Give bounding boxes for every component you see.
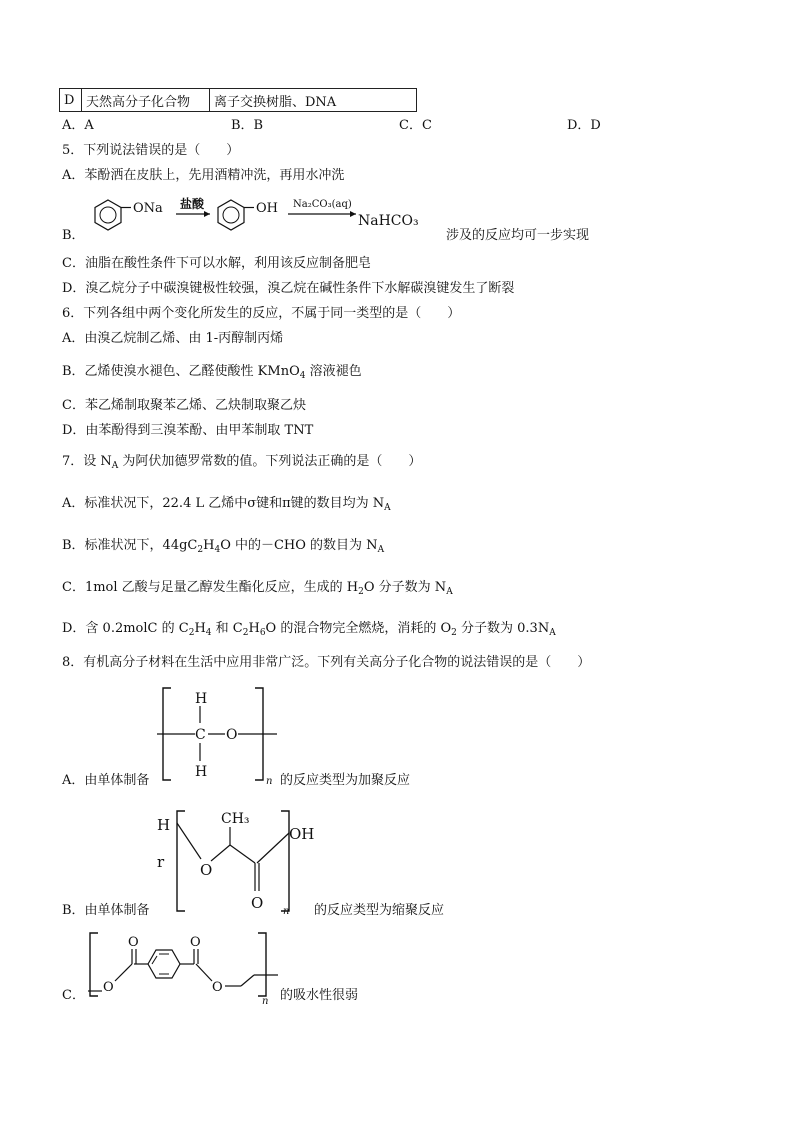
s2-subscript-n: n	[283, 906, 290, 917]
scheme-reagent-na2co3: Na₂CO₃(aq)	[293, 199, 352, 210]
q8-option-a-label: A．由单体制备	[62, 773, 150, 788]
q4-option-d: D．D	[567, 118, 601, 133]
s3-carbonyl-oxygen-left: O	[128, 935, 139, 950]
q5-stem: 5．下列说法错误的是（ ）	[62, 143, 240, 158]
q8-option-b-suffix: 的反应类型为缩聚反应	[314, 903, 445, 918]
q7-option-d: D．含 0.2molC 的 $C_2H_4$ 和 $C_2H_6O$ 的混合物完全燃烧，消耗的 $O_2$ 分子数为 $0.3N_A$	[62, 621, 556, 638]
q6-option-a: A．由溴乙烷制乙烯、由 1-丙醇制丙烯	[62, 331, 284, 346]
q8-option-c-suffix: 的吸水性很弱	[280, 988, 359, 1003]
s2-hydroxyl: OH	[289, 825, 315, 843]
q7-option-c: C．1mol 乙酸与足量乙醇发生酯化反应，生成的 $H_2O$ 分子数为 $N_A$	[62, 580, 453, 597]
s3-subscript-n: n	[262, 996, 269, 1006]
q7-stem: 7．设 $N_A$ 为阿伏加德罗常数的值。下列说法正确的是（ ）	[62, 454, 422, 471]
q4-option-b: B．B	[231, 118, 264, 133]
scheme-reagent-hcl: 盐酸	[180, 197, 205, 211]
q8-option-b-label: B．由单体制备	[62, 903, 150, 918]
q6-stem: 6．下列各组中两个变化所发生的反应，不属于同一类型的是（ ）	[62, 306, 461, 321]
s1-carbon: C	[195, 727, 206, 743]
q8-option-a-suffix: 的反应类型为加聚反应	[280, 773, 411, 788]
scheme-product-label: NaHCO₃	[358, 213, 419, 229]
table-cell-examples: 离子交换树脂、DNA	[214, 94, 337, 110]
q7-option-b: B．标准状况下，$44gC_2H_4O$ 中的－CHO 的数目为 $N_A$	[62, 538, 385, 555]
q5-option-d: D．溴乙烷分子中碳溴键极性较强，溴乙烷在碱性条件下水解碳溴键发生了断裂	[62, 281, 515, 296]
s2-h-end: H	[157, 816, 171, 834]
q6-option-b: B．乙烯使溴水褪色、乙醛使酸性 KMnO$_4$ 溶液褪色	[62, 364, 362, 381]
s3-ester-oxygen-left: O	[103, 980, 114, 995]
q5-option-b-suffix: 涉及的反应均可一步实现	[446, 228, 590, 243]
s1-h-bottom: H	[195, 764, 208, 780]
q6-option-d: D．由苯酚得到三溴苯酚、由甲苯制取 TNT	[62, 423, 314, 438]
polylactic-acid-structure	[155, 805, 320, 917]
table-row	[59, 88, 417, 112]
q4-option-a: A．A	[62, 118, 94, 133]
q5-option-c: C．油脂在酸性条件下可以水解，利用该反应制备肥皂	[62, 256, 371, 271]
pet-polyester-structure	[86, 928, 281, 1006]
polyoxymethylene-structure	[155, 682, 280, 787]
q8-stem: 8．有机高分子材料在生活中应用非常广泛。下列有关高分子化合物的说法错误的是（ ）	[62, 655, 591, 670]
s1-oxygen: O	[226, 727, 238, 743]
q7-option-a: A．标准状况下，22.4 L 乙烯中σ键和π键的数目均为 $N_A$	[62, 496, 391, 513]
s2-methyl: CH₃	[221, 811, 250, 827]
q6-option-c: C．苯乙烯制取聚苯乙烯、乙炔制取聚乙炔	[62, 398, 306, 413]
s3-carbonyl-oxygen-right: O	[190, 935, 201, 950]
s3-ester-oxygen-right: O	[212, 980, 223, 995]
scheme-oh-label: OH	[256, 201, 278, 216]
q5-option-b-label: B．	[62, 228, 85, 243]
s1-subscript-n: n	[266, 776, 273, 787]
s1-h-top: H	[195, 691, 208, 707]
scheme-ona-label: ONa	[133, 201, 163, 216]
q8-option-c-label: C．	[62, 988, 85, 1003]
table-cell-category: 天然高分子化合物	[82, 89, 210, 111]
s2-r-fragment: r	[157, 853, 165, 871]
table-cell-letter: D	[60, 89, 82, 111]
s2-ring-oxygen: O	[200, 861, 213, 879]
s2-carbonyl-oxygen: O	[251, 894, 264, 912]
q5-option-a: A．苯酚洒在皮肤上，先用酒精冲洗，再用水冲洗	[62, 168, 345, 183]
q4-option-c: C．C	[399, 118, 432, 133]
phenol-scheme-figure	[88, 192, 444, 240]
